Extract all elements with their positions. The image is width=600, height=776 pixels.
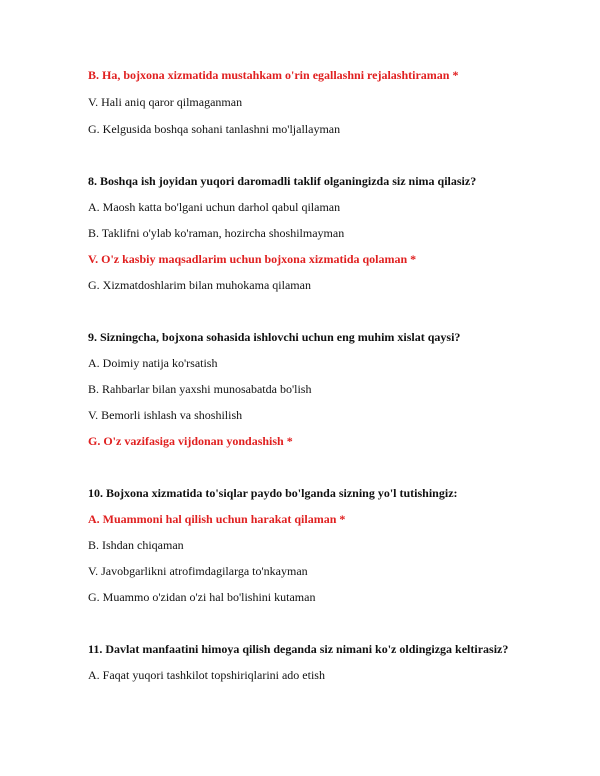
q10-option-b: B. Ishdan chiqaman — [88, 538, 184, 552]
q11-option-a: A. Faqat yuqori tashkilot topshiriqlarini ado etish — [88, 668, 325, 682]
q9-option-b: B. Rahbarlar bilan yaxshi munosabatda bo'lish — [88, 382, 312, 396]
q11-title: 11. Davlat manfaatini himoya qilish deganda siz nimani ko'z oldingizga keltirasiz? — [88, 642, 509, 656]
q8-option-v: V. O'z kasbiy maqsadlarim uchun bojxona xizmatida qolaman * — [88, 252, 417, 266]
q10-option-v: V. Javobgarlikni atrofimdagilarga to'nkayman — [88, 564, 308, 578]
q7-option-g: G. Kelgusida boshqa sohani tanlashni mo'ljallayman — [88, 122, 341, 136]
q7-option-v: V. Hali aniq qaror qilmaganman — [88, 95, 243, 109]
q10-title: 10. Bojxona xizmatida to'siqlar paydo bo'lganda sizning yo'l tutishingiz: — [88, 486, 458, 500]
q8-option-g: G. Xizmatdoshlarim bilan muhokama qilaman — [88, 278, 311, 292]
q8-option-b: B. Taklifni o'ylab ko'raman, hozircha shoshilmayman — [88, 226, 345, 240]
q10-option-g: G. Muammo o'zidan o'zi hal bo'lishini kutaman — [88, 590, 316, 604]
q8-option-a: A. Maosh katta bo'lgani uchun darhol qabul qilaman — [88, 200, 341, 214]
q7-option-b: B. Ha, bojxona xizmatida mustahkam o'rin egallashni rejalashtiraman * — [88, 68, 459, 82]
q9-option-v: V. Bemorli ishlash va shoshilish — [88, 408, 243, 422]
q9-title: 9. Sizningcha, bojxona sohasida ishlovchi uchun eng muhim xislat qaysi? — [88, 330, 461, 344]
q8-title: 8. Boshqa ish joyidan yuqori daromadli taklif olganingizda siz nima qilasiz? — [88, 174, 477, 188]
q9-option-a: A. Doimiy natija ko'rsatish — [88, 356, 218, 370]
q9-option-g: G. O'z vazifasiga vijdonan yondashish * — [88, 434, 293, 448]
q10-option-a: A. Muammoni hal qilish uchun harakat qilaman * — [88, 512, 346, 526]
